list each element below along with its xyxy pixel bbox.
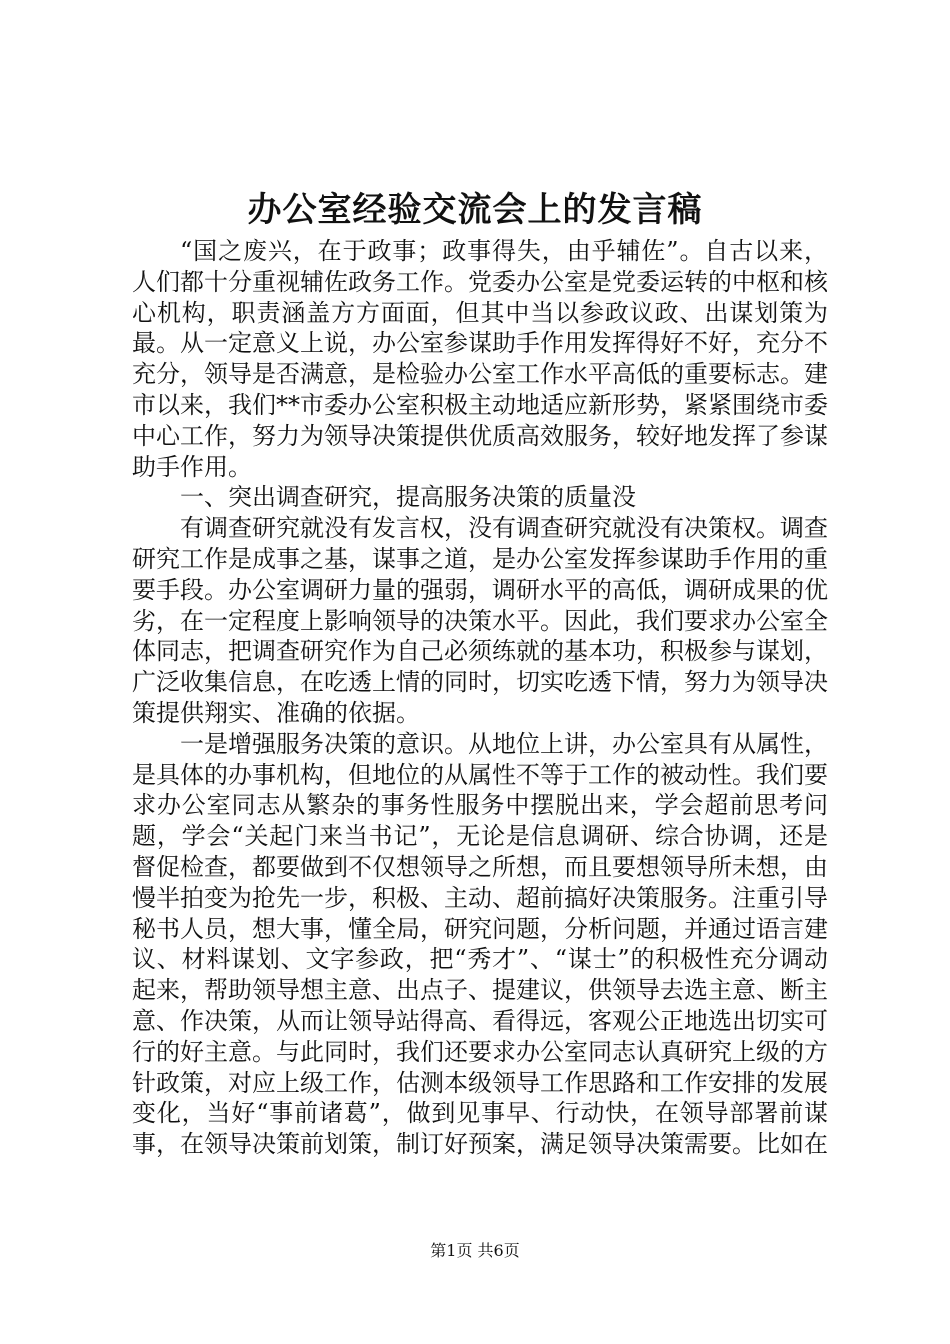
document-body: [132, 236, 828, 1160]
paragraph-research: 有调查研究就没有发言权，没有调查研究就没有决策权。调查研究工作是成事之基，谋事之道，是办公室发挥参谋助手作用的重要手段。办公室调研力量的强弱，调研水平的高低，调研成果的优劣，在一定程度上影响领导的决策水平。因此，我们要求办公室全体同志，把调查研究作为自己必须练就的基本功，积极参与谋划，广泛收集信息，在吃透上情的同时，切实吃透下情，努力为领导决策提供翔实、准确的依据。: [132, 514, 828, 727]
paragraph-intro: “国之废兴，在于政事；政事得失，由乎辅佐”。自古以来，人们都十分重视辅佐政务工作。党委办公室是党委运转的中枢和核心机构，职责涵盖方方面面，但其中当以参政议政、出谋划策为最。从一定意义上说，办公室参谋助手作用发挥得好不好，充分不充分，领导是否满意，是检验办公室工作水平高低的重要标志。建市以来，我们**市委办公室积极主动地适应新形势，紧紧围绕市委中心工作，努力为领导决策提供优质高效服务，较好地发挥了参谋助手作用。: [132, 237, 828, 481]
page-number: 第1页 共6页: [430, 1241, 520, 1260]
paragraph-awareness: 一是增强服务决策的意识。从地位上讲，办公室具有从属性，是具体的办事机构，但地位的从属性不等于工作的被动性。我们要求办公室同志从繁杂的事务性服务中摆脱出来，学会超前思考问题，学会“关起门来当书记”，无论是信息调研、综合协调，还是督促检查，都要做到不仅想领导之所想，而且要想领导所未想，由慢半拍变为抢先一步，积极、主动、超前搞好决策服务。注重引导秘书人员，想大事，懂全局，研究问题，分析问题，并通过语言建议、材料谋划、文字参政，把“秀才”、“谋士”的积极性充分调动起来，帮助领导想主意、出点子、提建议，供领导去选主意、断主意、作决策，从而让领导站得高、看得远，客观公正地选出切实可行的好主意。与此同时，我们还要求办公室同志认真研究上级的方针政策，对应上级工作，估测本级领导工作思路和工作安排的发展变化，当好“事前诸葛”，做到见事早、行动快，在领导部署前谋事，在领导决策前划策，制订好预案，满足领导决策需要。比如在: [132, 729, 828, 1159]
section-heading-1: 一、突出调查研究，提高服务决策的质量没: [180, 483, 636, 512]
document-title: 办公室经验交流会上的发言稿: [247, 190, 703, 230]
